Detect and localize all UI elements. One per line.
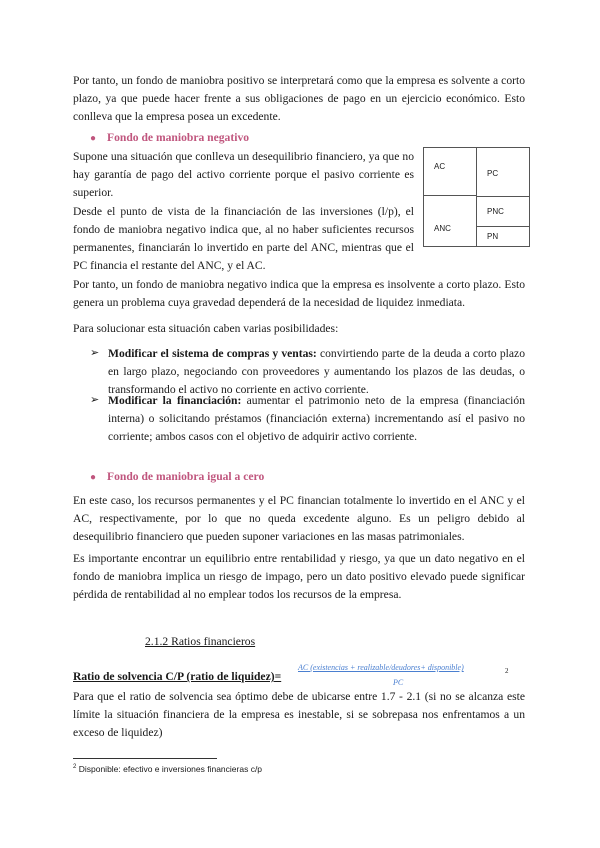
option-text: convirtiendo parte de la deuda a corto plazo en largo plazo, negociando con proveedores y aumentando los plazos de las deudas, o transformando el activo no corriente en activo corriente. [108,347,525,396]
paragraph-positive-conclusion: Por tanto, un fondo de maniobra positivo se interpretará como que la empresa es solvente a corto plazo, ya que puede hacer frente a sus obligaciones de pago en un ejercicio económico. Esto conlleva que la empresa posea un excedente. [73,74,525,123]
paragraph-desequilibrio: Supone una situación que conlleva un desequilibrio financiero, ya que no hay garantía de pago del activo corriente porque el pasivo corriente es superior. [73,150,414,199]
option-text: aumentar el patrimonio neto de la empresa (financiación interna) o solicitando préstamos (financiación externa) incrementando así el pasivo no corriente; ambos casos con el objetivo de adquirir activo corriente. [108,394,525,443]
footnote-divider [73,758,217,759]
footnote [73,764,262,774]
option-title: Modificar el sistema de compras y ventas: [108,347,317,360]
arrow-bullet-icon: ➢ [90,394,100,406]
balance-pnc: PNC [477,197,530,227]
heading-fondo-negativo: Fondo de maniobra negativo [107,131,250,144]
bullet-dot-icon: ● [90,133,97,144]
footnote-reference: 2 [505,667,509,675]
paragraph-ratio-optimo: Para que el ratio de solvencia sea óptimo debe de ubicarse entre 1.7 - 2.1 (si no se alcanza este límite la situación financiera de la empresa es inestable, si se sobrepasa nos enfrentamos a un exceso de liquidez) [73,690,525,739]
balance-diagram [423,147,530,247]
ratio-denominator: PC [393,678,404,687]
option-compras-ventas [108,345,525,399]
ratio-label: Ratio de solvencia C/P (ratio de liquidez)= [73,670,282,683]
balance-pn: PN [477,227,530,247]
option-title: Modificar la financiación: [108,394,242,407]
arrow-bullet-icon: ➢ [90,347,100,359]
paragraph-insolvente: Por tanto, un fondo de maniobra negativo indica que la empresa es insolvente a corto plazo. Esto genera un problema cuya gravedad dependerá de la necesidad de liquidez inmediata. [73,278,525,309]
footnote-mark: 2 [73,764,77,771]
ratio-numerator: AC (existencias + realizable/deudores+ disponible) [298,663,464,672]
subsection-title: 2.1.2 Ratios financieros [145,635,256,648]
footnote-text: Disponible: efectivo e inversiones financieras c/p [78,764,263,774]
balance-pc: PC [477,148,530,197]
paragraph-igual-cero: En este caso, los recursos permanentes y el PC financian totalmente lo invertido en el ANC y el AC, respectivamente, por lo que no queda excedente alguno. Es un peligro debido al desequilibrio financiero que pueden suponer variaciones en las masas patrimoniales. [73,494,525,543]
option-financiacion [108,392,525,446]
balance-anc: ANC [424,196,477,247]
bullet-dot-icon: ● [90,472,97,483]
paragraph-equilibrio: Es importante encontrar un equilibrio entre rentabilidad y riesgo, ya que un dato negativo en el fondo de maniobra implica un riesgo de impago, pero un dato positivo elevado puede significar pérdida de rentabilidad al no emplear todos los recursos de la empresa. [73,552,525,601]
balance-ac: AC [424,148,477,196]
heading-fondo-cero: Fondo de maniobra igual a cero [107,470,265,483]
paragraph-financiacion-inversiones: Desde el punto de vista de la financiación de las inversiones (l/p), el fondo de maniobra negativo indica que, al no haber suficientes recursos permanentes, financiarán lo invertido en parte del ANC, mientras que el PC financia el restante del ANC, y el AC. [73,205,414,272]
paragraph-posibilidades: Para solucionar esta situación caben varias posibilidades: [73,322,339,335]
